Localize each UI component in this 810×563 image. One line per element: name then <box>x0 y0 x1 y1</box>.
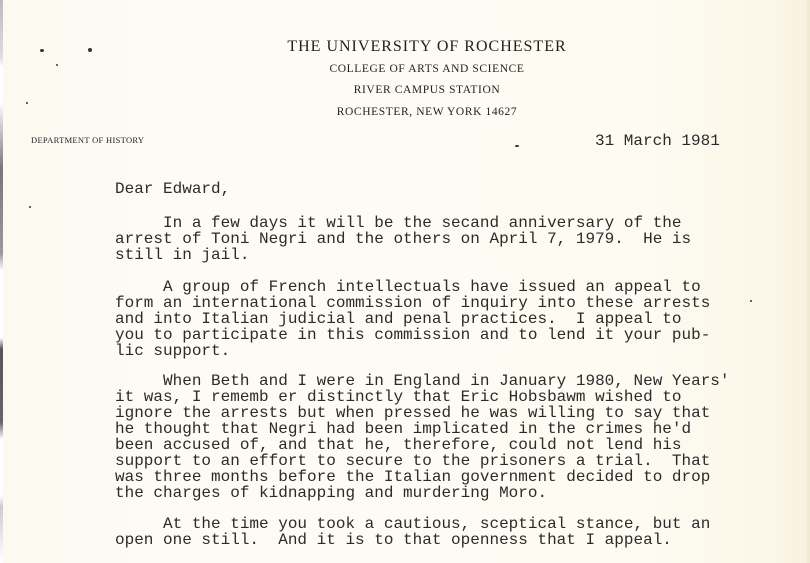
text-line: it was, I rememb er distinctly that Eric Hobsbawm wished to <box>115 388 682 406</box>
paragraph-2 <box>115 279 710 359</box>
text-line: support to an effort to secure to the prisoners a trial. That <box>115 452 711 470</box>
text-line: and into Italian judicial and penal practices. I appeal to <box>115 310 682 328</box>
college-name: COLLEGE OF ARTS AND SCIENCE <box>329 63 525 75</box>
salutation: Dear Edward, <box>115 180 231 198</box>
text-line: A group of French intellectuals have issued an appeal to <box>115 278 701 296</box>
text-line: form an international commission of inquiry into these arrests <box>115 294 711 312</box>
paragraph-4 <box>115 516 710 548</box>
institution-address: ROCHESTER, NEW YORK 14627 <box>336 106 518 118</box>
ink-speck <box>750 300 752 302</box>
paragraph-1 <box>115 215 691 263</box>
text-line: he thought that Negri had been implicated in the crimes he'd <box>115 420 692 438</box>
text-line: lic support. <box>115 342 231 360</box>
text-line: the charges of kidnapping and murdering Moro. <box>115 484 548 502</box>
department-name: DEPARTMENT OF HISTORY <box>31 135 145 145</box>
text-line: still in jail. <box>115 246 250 264</box>
text-line: arrest of Toni Negri and the others on April 7, 1979. He is <box>115 230 692 248</box>
institution-name: THE UNIVERSITY OF ROCHESTER <box>287 38 567 55</box>
text-line: open one still. And it is to that openness that I appeal. <box>115 531 672 549</box>
page-edge-left <box>0 0 3 563</box>
text-line: When Beth and I were in England in January 1980, New Years' <box>115 372 730 390</box>
text-line: you to participate in this commission and to lend it your pub- <box>115 326 711 344</box>
ink-speck <box>29 206 31 208</box>
letter-date: 31 March 1981 <box>595 132 720 150</box>
text-line: been accused of, and that he, therefore, could not lend his <box>115 436 682 454</box>
campus-station: RIVER CAMPUS STATION <box>353 84 501 96</box>
text-line: was three months before the Italian government decided to drop <box>115 468 711 486</box>
text-line: At the time you took a cautious, sceptical stance, but an <box>115 515 711 533</box>
text-line: In a few days it will be the secand anniversary of the <box>115 214 682 232</box>
ink-speck <box>26 102 28 104</box>
ink-speck <box>515 145 519 147</box>
text-line: ignore the arrests but when pressed he was willing to say that <box>115 404 711 422</box>
paragraph-3 <box>115 373 730 501</box>
